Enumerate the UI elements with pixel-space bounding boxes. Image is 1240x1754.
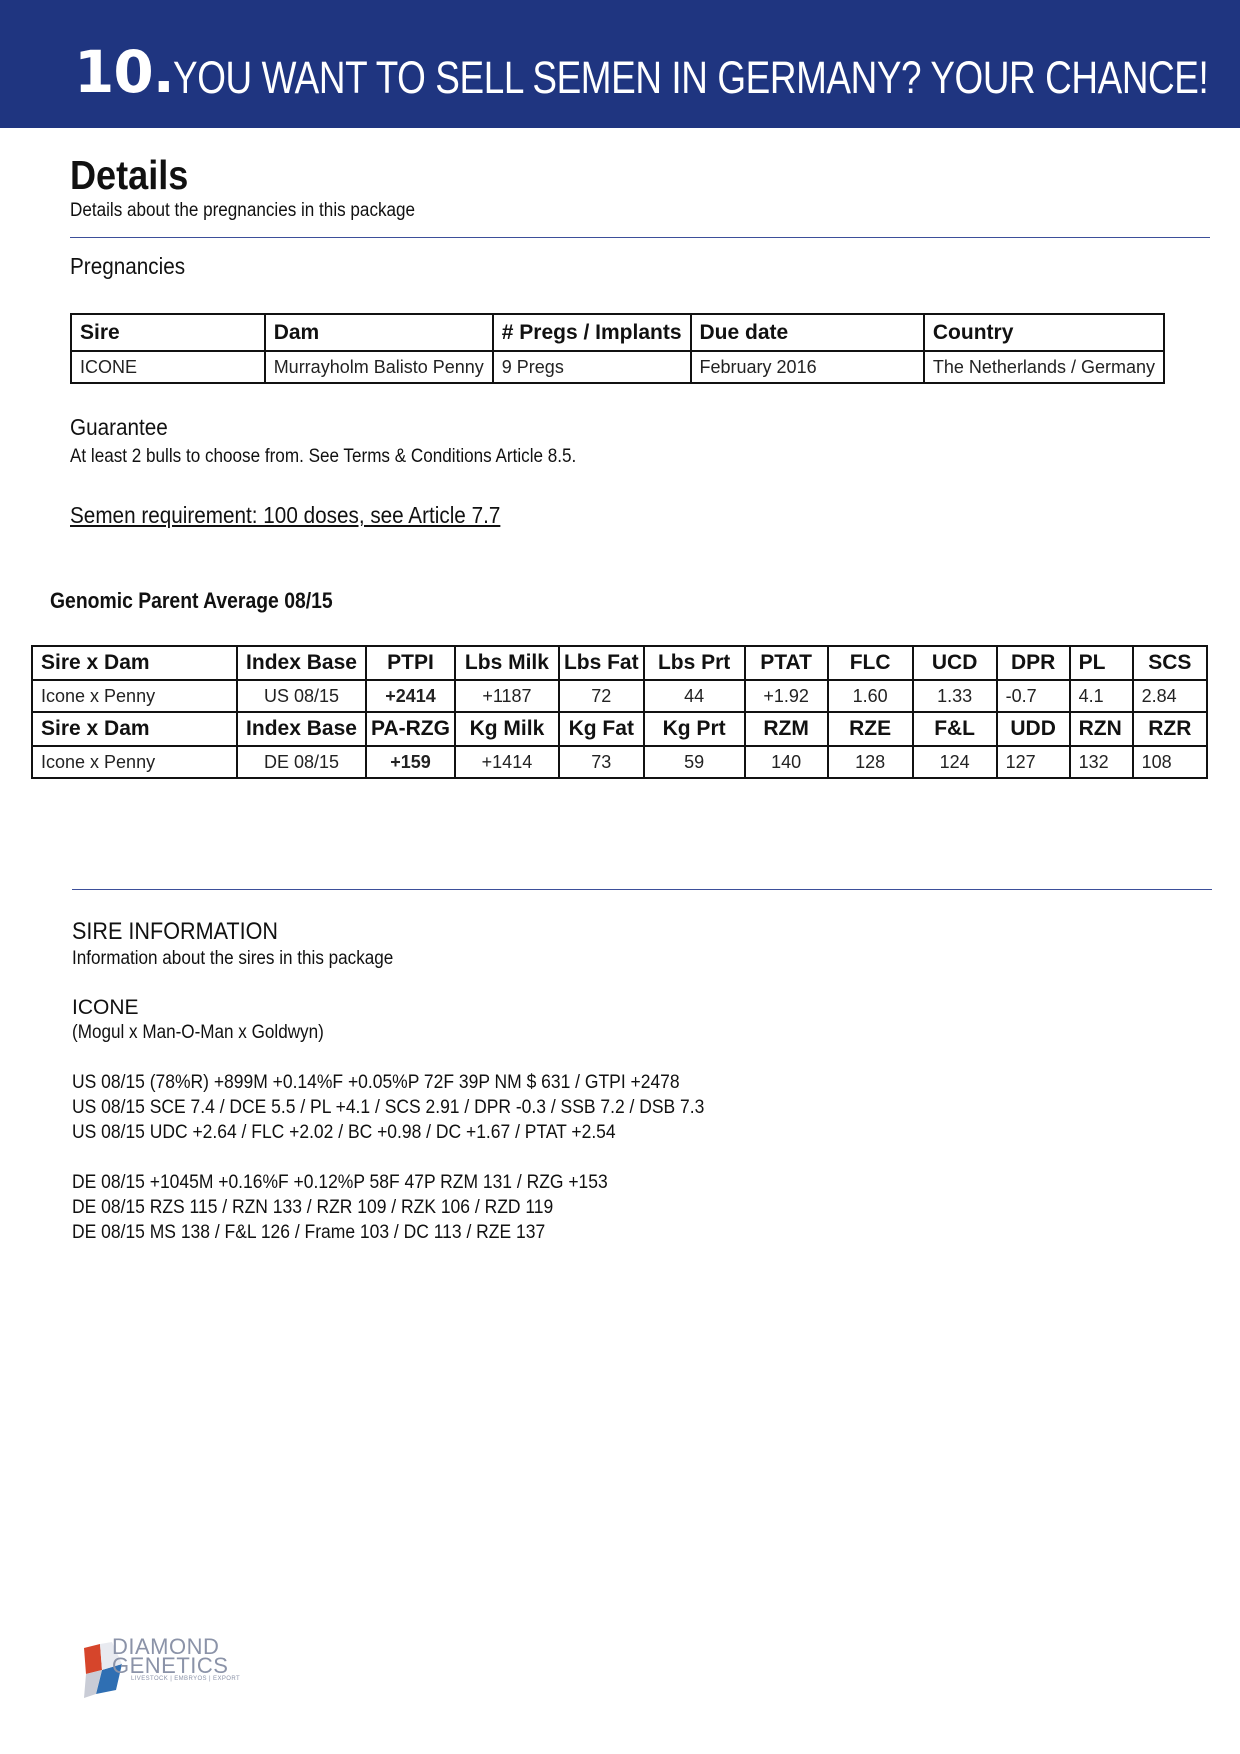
table-cell: +1414 bbox=[455, 746, 559, 778]
guarantee-heading: Guarantee bbox=[70, 414, 168, 440]
column-header: PTAT bbox=[745, 646, 828, 680]
table-cell: 1.60 bbox=[828, 680, 913, 712]
table-cell: 128 bbox=[828, 746, 913, 778]
table-cell: 140 bbox=[745, 746, 828, 778]
table-cell: Murrayholm Balisto Penny bbox=[265, 351, 493, 383]
table-cell: Icone x Penny bbox=[32, 680, 237, 712]
table-cell: 9 Pregs bbox=[493, 351, 691, 383]
table-cell: 1.33 bbox=[913, 680, 997, 712]
table-cell: February 2016 bbox=[691, 351, 924, 383]
table-row bbox=[71, 351, 1164, 383]
header-banner bbox=[0, 0, 1240, 128]
column-header: SCS bbox=[1133, 646, 1207, 680]
column-header: RZM bbox=[745, 712, 828, 746]
column-header: Kg Fat bbox=[559, 712, 644, 746]
sire-info-subheading: Information about the sires in this package bbox=[72, 948, 394, 969]
column-header: Index Base bbox=[237, 712, 366, 746]
de-stat-line: DE 08/15 MS 138 / F&L 126 / Frame 103 / DC 113 / RZE 137 bbox=[72, 1222, 546, 1243]
de-stat-line: DE 08/15 +1045M +0.16%F +0.12%P 58F 47P RZM 131 / RZG +153 bbox=[72, 1172, 608, 1193]
details-heading: Details bbox=[70, 152, 189, 198]
table-cell: Icone x Penny bbox=[32, 746, 237, 778]
column-header: Sire x Dam bbox=[32, 712, 237, 746]
column-header: PTPI bbox=[366, 646, 455, 680]
column-header: RZR bbox=[1133, 712, 1207, 746]
table-cell: 2.84 bbox=[1133, 680, 1207, 712]
page-title: YOU WANT TO SELL SEMEN IN GERMANY? YOUR CHANCE! bbox=[173, 52, 1209, 103]
pregnancies-table bbox=[70, 313, 1165, 384]
table-row bbox=[32, 680, 1207, 712]
us-stat-line: US 08/15 SCE 7.4 / DCE 5.5 / PL +4.1 / SCS 2.91 / DPR -0.3 / SSB 7.2 / DSB 7.3 bbox=[72, 1097, 705, 1118]
sire-info-heading: SIRE INFORMATION bbox=[72, 918, 279, 945]
table-cell: +2414 bbox=[366, 680, 455, 712]
column-header: Lbs Fat bbox=[559, 646, 644, 680]
table-cell: +1.92 bbox=[745, 680, 828, 712]
table-cell: -0.7 bbox=[997, 680, 1070, 712]
table-cell: 59 bbox=[644, 746, 745, 778]
divider bbox=[72, 889, 1212, 890]
table-cell: +159 bbox=[366, 746, 455, 778]
column-header: Dam bbox=[265, 314, 493, 351]
column-header: RZN bbox=[1070, 712, 1133, 746]
column-header: Kg Prt bbox=[644, 712, 745, 746]
table-header-row bbox=[32, 646, 1207, 680]
table-header-row bbox=[71, 314, 1164, 351]
logo-tagline: LIVESTOCK | EMBRYOS | EXPORT bbox=[131, 1676, 241, 1682]
column-header: Sire x Dam bbox=[32, 646, 237, 680]
de-stat-line: DE 08/15 RZS 115 / RZN 133 / RZR 109 / RZK 106 / RZD 119 bbox=[72, 1197, 554, 1218]
column-header: Index Base bbox=[237, 646, 366, 680]
guarantee-text: At least 2 bulls to choose from. See Terms & Conditions Article 8.5. bbox=[70, 446, 577, 467]
table-cell: DE 08/15 bbox=[237, 746, 366, 778]
table-cell: 73 bbox=[559, 746, 644, 778]
details-subheading: Details about the pregnancies in this package bbox=[70, 200, 416, 221]
column-header: Sire bbox=[71, 314, 265, 351]
divider bbox=[70, 237, 1210, 238]
us-stat-line: US 08/15 (78%R) +899M +0.14%F +0.05%P 72F 39P NM $ 631 / GTPI +2478 bbox=[72, 1072, 680, 1093]
table-cell: 72 bbox=[559, 680, 644, 712]
column-header: Lbs Milk bbox=[455, 646, 559, 680]
column-header: FLC bbox=[828, 646, 913, 680]
column-header: # Pregs / Implants bbox=[493, 314, 691, 351]
table-cell: 108 bbox=[1133, 746, 1207, 778]
table-cell: 4.1 bbox=[1070, 680, 1133, 712]
table-cell: ICONE bbox=[71, 351, 265, 383]
us-stat-line: US 08/15 UDC +2.64 / FLC +2.02 / BC +0.98 / DC +1.67 / PTAT +2.54 bbox=[72, 1122, 616, 1143]
sire-name: ICONE bbox=[72, 996, 139, 1019]
column-header: Lbs Prt bbox=[644, 646, 745, 680]
sire-pedigree: (Mogul x Man-O-Man x Goldwyn) bbox=[72, 1022, 324, 1043]
logo-text-genetics: GENETICS bbox=[112, 1653, 229, 1678]
table-cell: +1187 bbox=[455, 680, 559, 712]
table-cell: 44 bbox=[644, 680, 745, 712]
gpa-heading: Genomic Parent Average 08/15 bbox=[50, 588, 333, 613]
column-header: F&L bbox=[913, 712, 997, 746]
column-header: Due date bbox=[691, 314, 924, 351]
table-row bbox=[32, 746, 1207, 778]
logo-red-shape bbox=[84, 1644, 102, 1674]
column-header: Country bbox=[924, 314, 1164, 351]
table-header-row bbox=[32, 712, 1207, 746]
table-cell: 124 bbox=[913, 746, 997, 778]
semen-requirement-link[interactable]: Semen requirement: 100 doses, see Article 7.7 bbox=[70, 502, 501, 528]
column-header: Kg Milk bbox=[455, 712, 559, 746]
column-header: PA-RZG bbox=[366, 712, 455, 746]
pregnancies-heading: Pregnancies bbox=[70, 253, 186, 279]
column-header: RZE bbox=[828, 712, 913, 746]
logo-text-diamond: DIAMOND bbox=[112, 1634, 220, 1659]
column-header: PL bbox=[1070, 646, 1133, 680]
column-header: UCD bbox=[913, 646, 997, 680]
table-cell: The Netherlands / Germany bbox=[924, 351, 1164, 383]
table-cell: US 08/15 bbox=[237, 680, 366, 712]
column-header: DPR bbox=[997, 646, 1070, 680]
column-header: UDD bbox=[997, 712, 1070, 746]
table-cell: 132 bbox=[1070, 746, 1133, 778]
table-cell: 127 bbox=[997, 746, 1070, 778]
gpa-table bbox=[31, 645, 1208, 779]
section-number: 10. bbox=[74, 38, 174, 106]
